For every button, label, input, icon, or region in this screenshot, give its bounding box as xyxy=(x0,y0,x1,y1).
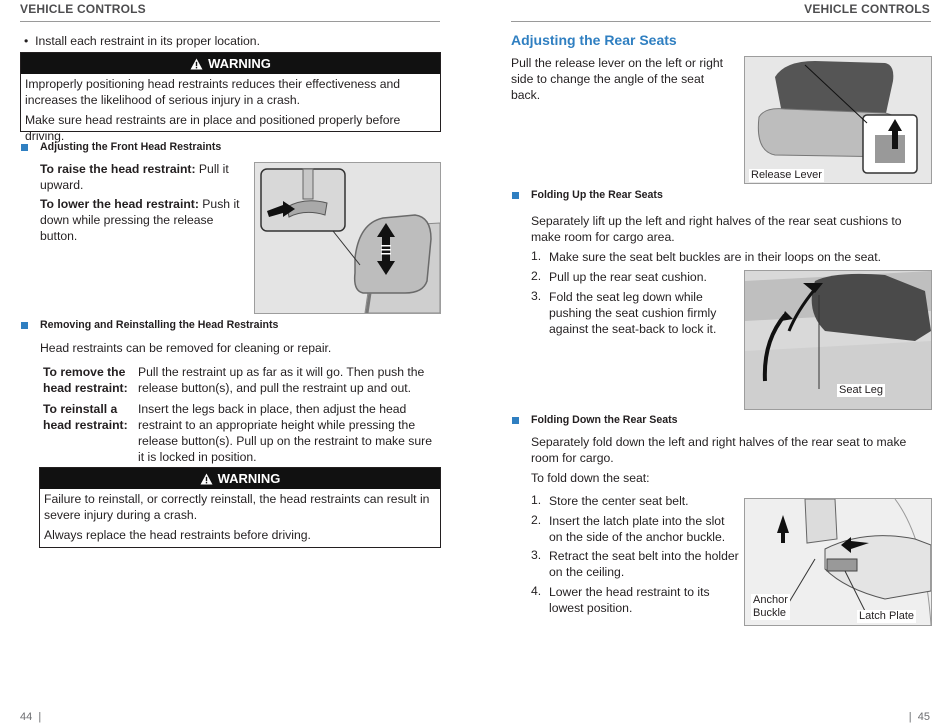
anchor-caption-line2: Buckle xyxy=(753,607,787,619)
rear-seats-intro: Pull the release lever on the left or right side to change the angle of the seat back. xyxy=(511,56,724,102)
folding-up-step-1: Make sure the seat belt buckles are in their loops on the seat. xyxy=(549,250,881,264)
folding-down-heading: Folding Down the Rear Seats xyxy=(531,414,678,426)
page-number-value: 45 xyxy=(917,711,930,723)
bullet-dot: • xyxy=(24,34,29,48)
left-header-rule xyxy=(20,21,440,22)
step-number: 2. xyxy=(531,269,542,283)
reinstall-text: Insert the legs back in place, then adjust the head restraint to an appropriate height while pressing the release button(s). Pull up on the restraint to make sure it is locked in position. xyxy=(138,402,433,464)
release-lever-caption: Release Lever xyxy=(751,169,822,181)
page-number-value: 44 xyxy=(20,711,33,723)
warning-title-bar xyxy=(21,53,440,74)
section-marker-icon xyxy=(21,144,28,151)
rear-seats-title: Adjusting the Rear Seats xyxy=(511,32,677,48)
lower-label: To lower the head restraint: xyxy=(40,197,199,211)
latch-plate-illustration xyxy=(744,498,932,626)
folding-up-intro: Separately lift up the left and right halves of the rear seat cushions to make room for cargo area. xyxy=(531,214,902,244)
step-number: 3. xyxy=(531,289,542,303)
folding-down-intro: Separately fold down the left and right halves of the rear seat to make room for cargo. xyxy=(531,435,907,465)
folding-up-heading: Folding Up the Rear Seats xyxy=(531,189,663,201)
reinstall-label: To reinstall a head restraint: xyxy=(43,402,128,432)
lower-instruction xyxy=(40,196,240,244)
step-number: 3. xyxy=(531,548,542,562)
step-number: 1. xyxy=(531,249,542,263)
to-fold-down-label: To fold down the seat: xyxy=(531,471,650,485)
anchor-caption-line1: Anchor xyxy=(753,594,788,606)
folding-up-step-3: Fold the seat leg down while pushing the seat cushion firmly against the seat-back to lock it. xyxy=(549,290,717,336)
warning2-para2: Always replace the head restraints before driving. xyxy=(44,528,311,542)
warning-title-bar xyxy=(40,468,440,489)
seat-leg-caption: Seat Leg xyxy=(839,384,884,396)
seat-leg-illustration xyxy=(744,270,932,410)
folding-up-step-2: Pull up the rear seat cushion. xyxy=(549,270,707,284)
remove-label: To remove the head restraint: xyxy=(43,365,128,395)
release-lever-illustration xyxy=(744,56,932,184)
left-page-header: VEHICLE CONTROLS xyxy=(20,2,146,16)
intro-bullet-text: Install each restraint in its proper location. xyxy=(35,34,260,48)
section-marker-icon xyxy=(21,322,28,329)
section-marker-icon xyxy=(512,417,519,424)
remove-text: Pull the restraint up as far as it will go. Then push the release button(s), and pull the restraint up and out. xyxy=(138,365,425,395)
rear-seat-drawing xyxy=(745,57,931,183)
right-header-rule xyxy=(511,21,931,22)
removing-intro: Head restraints can be removed for cleaning or repair. xyxy=(40,341,332,355)
warning-box-1 xyxy=(20,52,441,143)
removing-heading: Removing and Reinstalling the Head Restraints xyxy=(40,319,279,331)
raise-label: To raise the head restraint: xyxy=(40,162,196,176)
warning-title: WARNING xyxy=(208,56,271,71)
step-number: 1. xyxy=(531,493,542,507)
intro-bullet xyxy=(24,33,260,49)
raise-text: Pull it upward. xyxy=(40,162,229,192)
head-restraint-illustration xyxy=(254,162,441,314)
left-page-number: 44 | xyxy=(20,711,42,723)
warning-triangle-icon xyxy=(190,58,203,70)
anchor-buckle-caption xyxy=(751,594,790,620)
warning1-para2: Make sure head restraints are in place and positioned properly before driving. xyxy=(25,113,401,143)
warning-box-2 xyxy=(39,467,441,548)
raise-instruction xyxy=(40,161,240,193)
folding-down-step-4: Lower the head restraint to its lowest position. xyxy=(549,585,710,615)
head-restraint-drawing xyxy=(255,163,440,313)
right-page-number: | 45 xyxy=(908,711,930,723)
folding-down-step-2: Insert the latch plate into the slot on the side of the anchor buckle. xyxy=(549,514,726,544)
warning-title: WARNING xyxy=(217,471,281,486)
warning-text xyxy=(21,74,440,144)
adjusting-heading: Adjusting the Front Head Restraints xyxy=(40,141,222,153)
latch-plate-caption: Latch Plate xyxy=(859,610,915,622)
lower-text: Push it down while pressing the release button. xyxy=(40,197,240,243)
warning-triangle-icon xyxy=(200,473,213,485)
folding-down-step-1: Store the center seat belt. xyxy=(549,494,689,508)
step-number: 2. xyxy=(531,513,542,527)
section-marker-icon xyxy=(512,192,519,199)
step-number: 4. xyxy=(531,584,542,598)
folding-down-step-3: Retract the seat belt into the holder on the ceiling. xyxy=(549,549,739,579)
warning1-para1: Improperly positioning head restraints reduces their effectiveness and increases the likelihood of serious injury in a crash. xyxy=(25,77,401,107)
right-page-header: VEHICLE CONTROLS xyxy=(804,2,930,16)
warning-text xyxy=(40,489,440,543)
warning2-para1: Failure to reinstall, or correctly reinstall, the head restraints can result in severe injury during a crash. xyxy=(44,492,430,522)
